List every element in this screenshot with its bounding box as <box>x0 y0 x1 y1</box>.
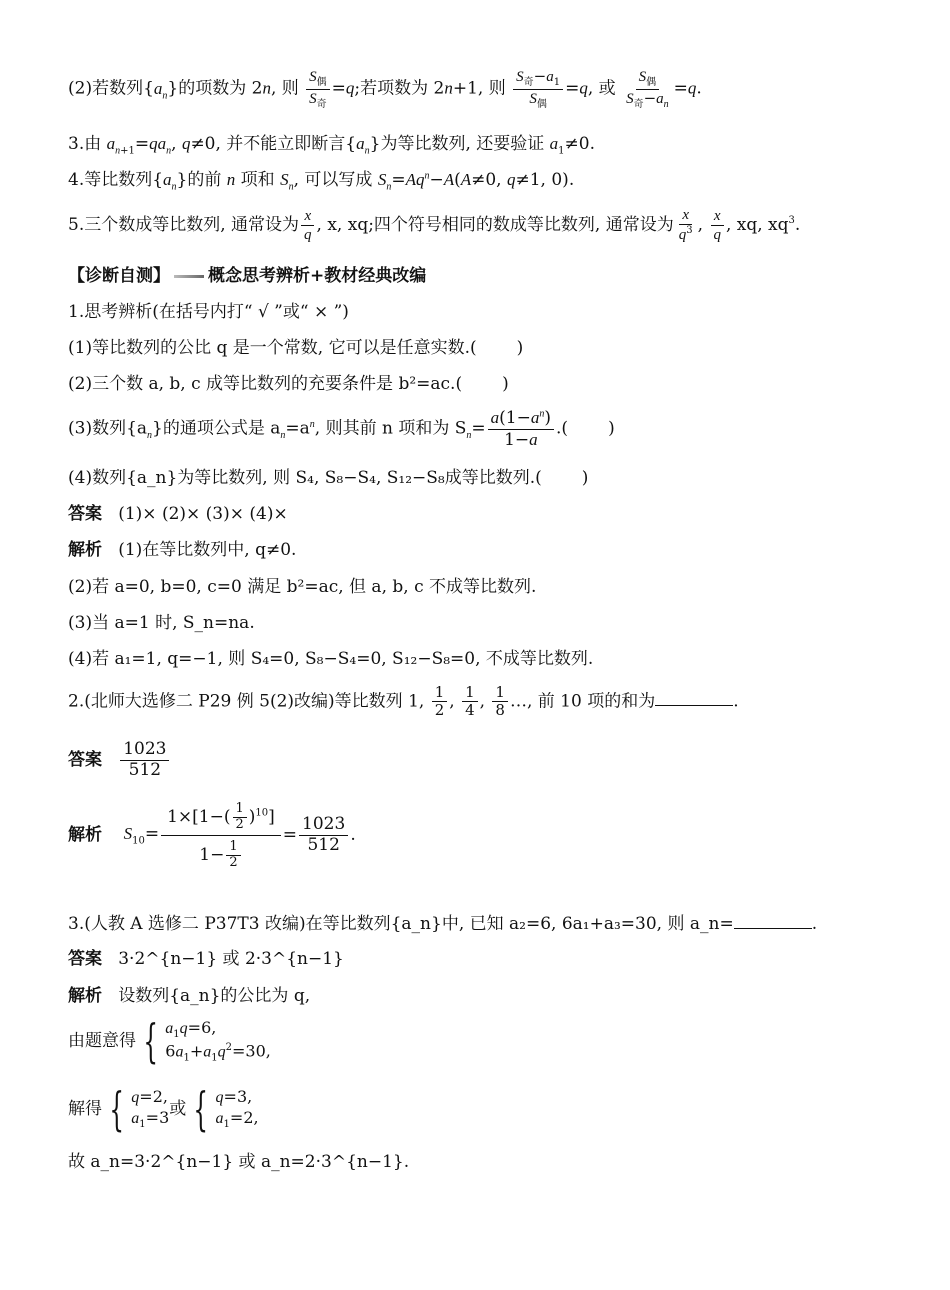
q1-jx3: (3)当 a=1 时, S_n=na. <box>68 613 255 633</box>
line-ratio-property: (2)若数列$\{a_n\}$的项数为 2n, 则 $\frac{S_偶}{S_奇}$ =q;若项数为 2n+1, 则 $\frac{S_奇-a_1}{S_偶}$ =q, 或 $\frac{S_偶}{S_奇-a_n}$ =q. <box>68 67 702 110</box>
q2-head: 2.(北师大选修二 P29 例 5(2)改编)等比数列 1, $\frac{1}{2}$ , $\frac{1}{4}$ , $\frac{1}{8}$ …, 前 10 项的和为 . <box>68 683 739 720</box>
diagnosis-header <box>68 266 426 286</box>
q1-s4: (4)数列{a_n}为等比数列, 则 S₄, S₈−S₄, S₁₂−S₈成等比数列.( ) <box>68 468 589 488</box>
q3-jx3: 解得 { q=2, $a_1=3$ 或 { q=3, $a_1=2$, <box>68 1082 259 1136</box>
diagnosis-subtitle: 概念思考辨析+教材经典改编 <box>208 266 427 286</box>
answer-blank <box>734 928 812 929</box>
q1-jx1: 解析 (1)在等比数列中, q≠0. <box>68 540 297 560</box>
q1-s3: (3)数列$\{a_n\}$的通项公式是 $a_n=a^n$, 则其前 n 项和为 $S_n=$ $\frac{a(1-a^n)}{1-a}$ .( ) <box>68 408 615 450</box>
q1-s1: (1)等比数列的公比 q 是一个常数, 它可以是任意实数.( ) <box>68 338 524 358</box>
q3-jx2: 由题意得 { $a_1q=6$, $6a_1+a_1q^2=30$, <box>68 1014 271 1069</box>
answer-blank <box>655 705 733 706</box>
line-setup-terms: 5.三个数成等比数列, 通常设为 $\frac{x}{q}$ , x, xq;四个符号相同的数成等比数列, 通常设为 $\frac{x}{q^3}$ , $\frac{x}{q}$ , xq, $xq^3$. <box>68 207 801 244</box>
q1-head: 1.思考辨析(在括号内打“ √ ”或“ × ”) <box>68 302 349 322</box>
line-sum-form: 4.等比数列$\{a_n\}$的前 n 项和 $S_n$, 可以写成 $S_n=Aq^n-A(A\ne 0$, q≠1, 0). <box>68 170 575 193</box>
q1-jx4: (4)若 a₁=1, q=−1, 则 S₄=0, S₈−S₄=0, S₁₂−S₈=0, 不成等比数列. <box>68 649 594 669</box>
q1-jx2: (2)若 a=0, b=0, c=0 满足 b²=ac, 但 a, b, c 不成等比数列. <box>68 577 537 597</box>
q3-jx4: 故 a_n=3·2^{n−1} 或 a_n=2·3^{n−1}. <box>68 1152 410 1172</box>
q1-answer: 答案 (1)× (2)× (3)× (4)× <box>68 504 288 524</box>
q3-head: 3.(人教 A 选修二 P37T3 改编)在等比数列{a_n}中, 已知 a₂=6, 6a₁+a₃=30, 则 a_n= . <box>68 914 818 934</box>
diagnosis-title: 【诊断自测】 <box>68 266 170 286</box>
q3-answer: 答案 3·2^{n−1} 或 2·3^{n−1} <box>68 949 344 969</box>
line-verify-a1: 3.由 $a_{n+1}=qa_n$, q≠0, 并不能立即断言$\{a_n\}$为等比数列, 还要验证 $a_1\ne 0$. <box>68 134 595 157</box>
arrow-icon <box>174 275 204 278</box>
q3-jx1: 解析 设数列{a_n}的公比为 q, <box>68 986 311 1006</box>
q2-analysis: 解析 $S_{10}=$ 1×[1−( $\frac{1}{2}$ )$^{10}$] 1− $\frac{1}{2}$ = $\frac{1023}{512}$ . <box>68 801 356 870</box>
q2-answer: 答案 $\frac{1023}{512}$ <box>68 740 171 780</box>
q1-s2: (2)三个数 a, b, c 成等比数列的充要条件是 b²=ac.( ) <box>68 374 509 394</box>
